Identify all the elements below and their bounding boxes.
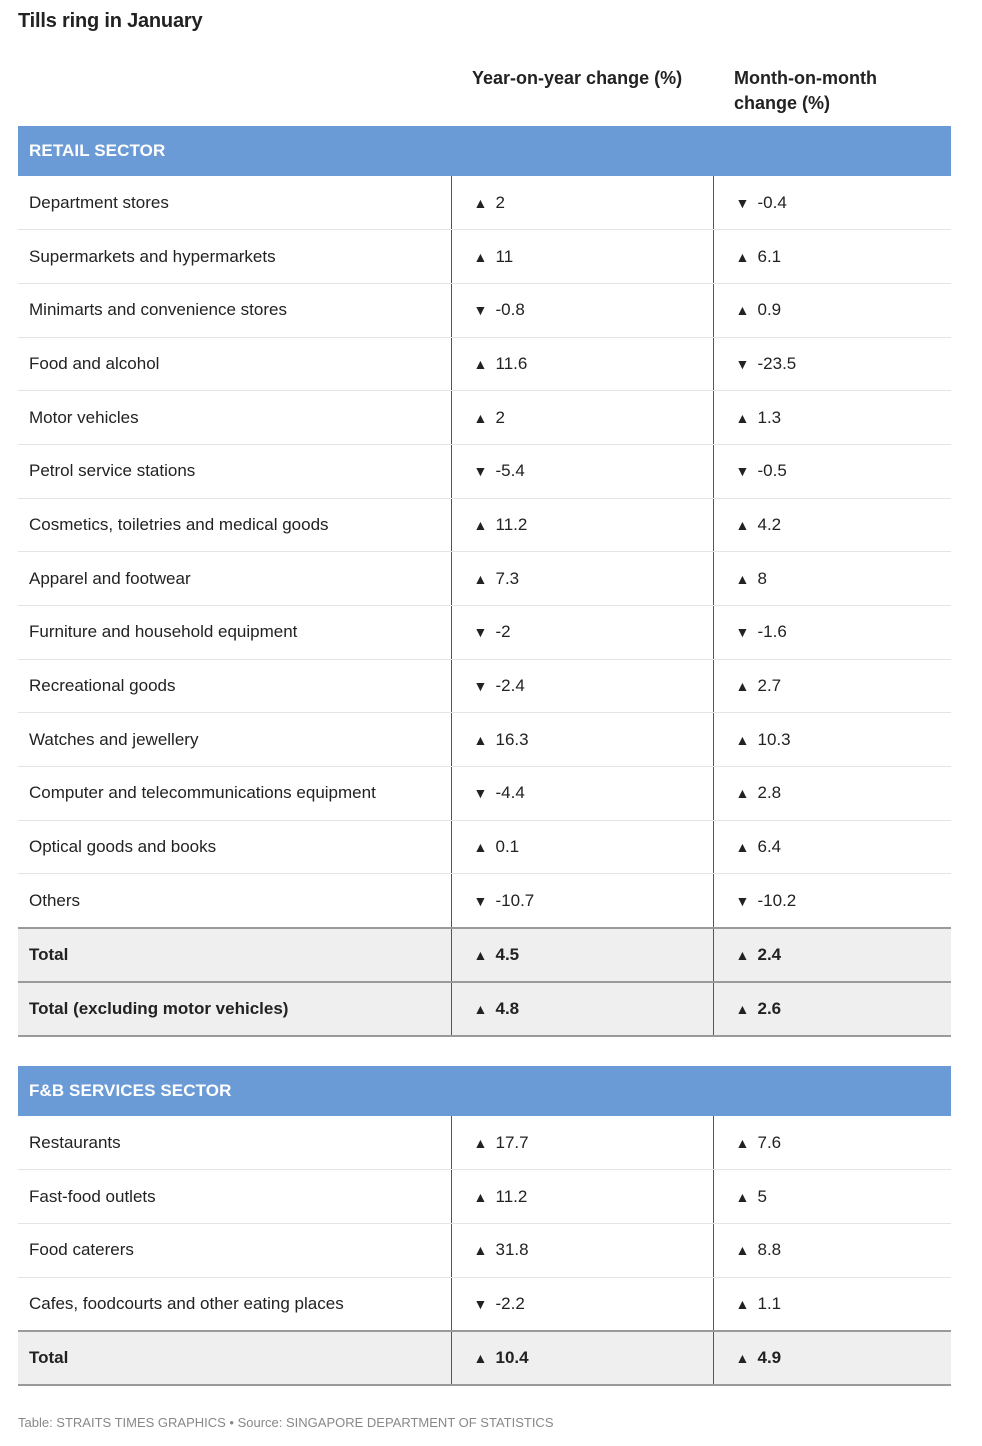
row-label: Recreational goods — [18, 659, 451, 713]
mom-value: -0.4 — [757, 192, 787, 212]
mom-cell — [713, 444, 951, 498]
total-label: Total — [18, 1331, 451, 1385]
yoy-value: 0.1 — [495, 837, 520, 857]
up-arrow-icon: ▲ — [735, 409, 750, 426]
total-mom-cell — [713, 1331, 951, 1385]
mom-cell — [713, 767, 951, 821]
column-header-mom: Month-on-month change (%) — [734, 68, 877, 113]
mom-cell — [713, 1223, 951, 1277]
up-arrow-icon: ▲ — [735, 678, 750, 695]
yoy-cell — [451, 337, 713, 391]
up-arrow-icon: ▲ — [735, 839, 750, 856]
up-arrow-icon: ▲ — [473, 1188, 488, 1205]
up-arrow-icon: ▲ — [735, 302, 750, 319]
row-label: Watches and jewellery — [18, 713, 451, 767]
yoy-value: -2 — [495, 622, 511, 642]
mom-value: -23.5 — [757, 353, 797, 373]
up-arrow-icon: ▲ — [735, 1188, 750, 1205]
source-footer: Table: STRAITS TIMES GRAPHICS • Source: SINGAPORE DEPARTMENT OF STATISTICS — [18, 1415, 554, 1430]
mom-cell — [713, 230, 951, 284]
up-arrow-icon: ▲ — [473, 839, 488, 856]
mom-cell — [713, 337, 951, 391]
table-row — [18, 1277, 951, 1331]
row-label: Minimarts and convenience stores — [18, 283, 451, 337]
yoy-cell — [451, 552, 713, 606]
mom-value: -10.2 — [757, 890, 797, 910]
mom-value: 7.6 — [757, 1132, 782, 1152]
down-arrow-icon: ▼ — [735, 463, 750, 480]
down-arrow-icon: ▼ — [473, 463, 488, 480]
down-arrow-icon: ▼ — [473, 1295, 488, 1312]
table-row — [18, 552, 951, 606]
mom-value: 8.8 — [757, 1240, 782, 1260]
total-row — [18, 1331, 951, 1385]
table-row — [18, 1170, 951, 1224]
table-row — [18, 713, 951, 767]
fnb-sector-heading-row — [18, 1066, 951, 1116]
mom-value: 1.1 — [757, 1293, 782, 1313]
row-label: Others — [29, 890, 81, 910]
row-label: Petrol service stations — [18, 444, 451, 498]
mom-value: 2.8 — [757, 783, 782, 803]
up-arrow-icon: ▲ — [473, 248, 488, 265]
total-mom-value: 2.4 — [757, 944, 782, 964]
total-label: Total — [18, 928, 451, 982]
row-label: Supermarkets and hypermarkets — [18, 230, 451, 284]
up-arrow-icon: ▲ — [473, 194, 488, 211]
row-label: Furniture and household equipment — [18, 606, 451, 660]
mom-value: -1.6 — [757, 622, 787, 642]
total-yoy-cell — [451, 1331, 713, 1385]
row-label: Department stores — [18, 176, 451, 230]
table-row — [18, 391, 951, 445]
yoy-cell — [451, 659, 713, 713]
mom-cell — [713, 498, 951, 552]
total-yoy-value: 10.4 — [495, 1347, 529, 1367]
yoy-cell — [451, 767, 713, 821]
down-arrow-icon: ▼ — [473, 302, 488, 319]
total-label: Total (excluding motor vehicles) — [18, 982, 451, 1036]
yoy-value: -0.8 — [495, 300, 525, 320]
up-arrow-icon: ▲ — [735, 248, 750, 265]
yoy-value: 2 — [495, 192, 505, 212]
mom-value: 0.9 — [757, 300, 782, 320]
yoy-value: -4.4 — [495, 783, 525, 803]
up-arrow-icon: ▲ — [735, 570, 750, 587]
mom-cell — [713, 391, 951, 445]
up-arrow-icon: ▲ — [735, 785, 750, 802]
yoy-value: 7.3 — [495, 568, 520, 588]
yoy-cell — [451, 874, 713, 928]
row-label: Cafes, foodcourts and other eating places — [29, 1293, 344, 1313]
mom-cell — [713, 552, 951, 606]
yoy-cell — [451, 230, 713, 284]
mom-value: 10.3 — [757, 729, 791, 749]
row-label: Computer and telecommunications equipment — [18, 767, 451, 821]
column-headers — [18, 66, 951, 126]
mom-cell — [713, 1116, 951, 1170]
yoy-value: 11.6 — [495, 353, 528, 373]
yoy-cell — [451, 1116, 713, 1170]
yoy-cell — [451, 606, 713, 660]
yoy-cell — [451, 1223, 713, 1277]
yoy-cell — [451, 820, 713, 874]
mom-value: 8 — [757, 568, 767, 588]
total-row — [18, 982, 951, 1036]
yoy-value: -2.2 — [495, 1293, 525, 1313]
mom-cell — [713, 176, 951, 230]
yoy-value: -5.4 — [495, 461, 525, 481]
table-row — [18, 767, 951, 821]
total-yoy-cell — [451, 982, 713, 1036]
row-label: Fast-food outlets — [18, 1170, 451, 1224]
total-mom-cell — [713, 982, 951, 1036]
up-arrow-icon: ▲ — [473, 516, 488, 533]
table-row — [18, 606, 951, 660]
down-arrow-icon: ▼ — [473, 785, 488, 802]
up-arrow-icon: ▲ — [735, 516, 750, 533]
total-yoy-value: 4.5 — [495, 944, 520, 964]
mom-cell — [713, 606, 951, 660]
mom-value: 6.4 — [757, 837, 782, 857]
yoy-value: 11 — [495, 246, 514, 266]
yoy-value: 2 — [495, 407, 505, 427]
table-row — [18, 444, 951, 498]
page-title: Tills ring in January — [18, 10, 203, 32]
up-arrow-icon: ▲ — [473, 731, 488, 748]
up-arrow-icon: ▲ — [735, 1134, 750, 1151]
down-arrow-icon: ▼ — [473, 624, 488, 641]
mom-value: 2.7 — [757, 676, 782, 696]
down-arrow-icon: ▼ — [735, 892, 750, 909]
down-arrow-icon: ▼ — [473, 892, 488, 909]
mom-cell — [713, 820, 951, 874]
mom-cell — [713, 1277, 951, 1331]
yoy-value: 11.2 — [495, 1186, 528, 1206]
row-label: Motor vehicles — [18, 391, 451, 445]
down-arrow-icon: ▼ — [735, 624, 750, 641]
column-header-yoy: Year-on-year change (%) — [472, 68, 683, 88]
yoy-cell — [451, 176, 713, 230]
yoy-cell — [451, 713, 713, 767]
row-label: Food and alcohol — [18, 337, 451, 391]
yoy-value: 17.7 — [495, 1132, 529, 1152]
row-label: Restaurants — [18, 1116, 451, 1170]
mom-cell — [713, 283, 951, 337]
mom-value: 1.3 — [757, 407, 782, 427]
down-arrow-icon: ▼ — [735, 194, 750, 211]
yoy-value: 31.8 — [495, 1240, 529, 1260]
retail-sector-heading-row — [18, 126, 951, 176]
table-row — [18, 1116, 951, 1170]
down-arrow-icon: ▼ — [473, 678, 488, 695]
mom-value: 6.1 — [757, 246, 782, 266]
yoy-cell — [451, 283, 713, 337]
up-arrow-icon: ▲ — [735, 946, 750, 963]
table-row — [18, 1223, 951, 1277]
up-arrow-icon: ▲ — [735, 731, 750, 748]
table-row — [18, 230, 951, 284]
table-row — [18, 498, 951, 552]
row-label: Food caterers — [18, 1223, 451, 1277]
down-arrow-icon: ▼ — [735, 355, 750, 372]
yoy-value: 16.3 — [495, 729, 529, 749]
up-arrow-icon: ▲ — [735, 1349, 750, 1366]
up-arrow-icon: ▲ — [473, 409, 488, 426]
table-row — [18, 283, 951, 337]
mom-cell — [713, 659, 951, 713]
table-row — [18, 659, 951, 713]
total-mom-value: 2.6 — [757, 998, 782, 1018]
total-row — [18, 928, 951, 982]
fnb-sector-heading: F&B SERVICES SECTOR — [18, 1066, 951, 1116]
table-row — [18, 337, 951, 391]
retail-sector-table — [18, 126, 951, 1037]
table-row — [18, 176, 951, 230]
up-arrow-icon: ▲ — [473, 570, 488, 587]
mom-value: 5 — [757, 1186, 767, 1206]
row-label: Apparel and footwear — [18, 552, 451, 606]
mom-value: 4.2 — [757, 514, 782, 534]
row-label: Cosmetics, toiletries and medical goods — [18, 498, 451, 552]
yoy-cell — [451, 391, 713, 445]
yoy-cell — [451, 1277, 713, 1331]
yoy-value: -10.7 — [495, 890, 535, 910]
total-yoy-cell — [451, 928, 713, 982]
up-arrow-icon: ▲ — [473, 946, 488, 963]
mom-cell — [713, 713, 951, 767]
up-arrow-icon: ▲ — [735, 1295, 750, 1312]
up-arrow-icon: ▲ — [473, 1349, 488, 1366]
table-row — [18, 820, 951, 874]
mom-cell — [713, 874, 951, 928]
yoy-value: -2.4 — [495, 676, 525, 696]
up-arrow-icon: ▲ — [735, 1242, 750, 1259]
up-arrow-icon: ▲ — [473, 1134, 488, 1151]
up-arrow-icon: ▲ — [473, 1000, 488, 1017]
up-arrow-icon: ▲ — [735, 1000, 750, 1017]
row-label: Optical goods and books — [18, 820, 451, 874]
up-arrow-icon: ▲ — [473, 1242, 488, 1259]
total-mom-cell — [713, 928, 951, 982]
fnb-sector-table — [18, 1066, 951, 1386]
yoy-cell — [451, 1170, 713, 1224]
yoy-cell — [451, 444, 713, 498]
table-row — [18, 874, 951, 928]
total-yoy-value: 4.8 — [495, 998, 520, 1018]
yoy-value: 11.2 — [495, 514, 528, 534]
yoy-cell — [451, 498, 713, 552]
mom-value: -0.5 — [757, 461, 787, 481]
total-mom-value: 4.9 — [757, 1347, 782, 1367]
mom-cell — [713, 1170, 951, 1224]
up-arrow-icon: ▲ — [473, 355, 488, 372]
retail-sector-heading: RETAIL SECTOR — [18, 126, 951, 176]
